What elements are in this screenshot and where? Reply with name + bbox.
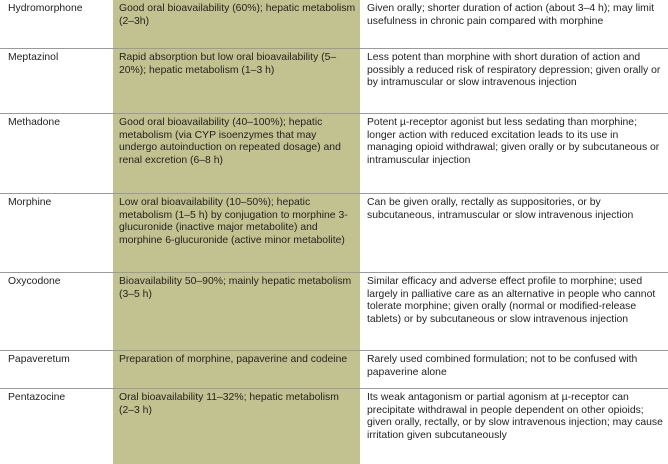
drug-name: Hydromorphone — [0, 0, 113, 49]
pharmacokinetics-cell: Low oral bioavailability (10–50%); hepatic metabolism (1–5 h) by conjugation to morphine 3-glucuronide (inactive major metabolite) and morphine 6-glucuronide (active minor metabolite) — [113, 194, 360, 273]
pharmacokinetics-cell: Preparation of morphine, papaverine and codeine — [113, 351, 360, 389]
drug-name: Morphine — [0, 194, 113, 273]
effects-cell: Can be given orally, rectally as suppositories, or by subcutaneous, intramuscular or slow intravenous injection — [360, 194, 668, 273]
table-row — [0, 49, 668, 114]
pharmacokinetics-cell: Bioavailability 50–90%; mainly hepatic metabolism (3–5 h) — [113, 273, 360, 351]
effects-cell: Less potent than morphine with short duration of action and possibly a reduced risk of respiratory depression; given orally or by intramuscular or slow intravenous injection — [360, 49, 668, 114]
effects-cell: Given orally; shorter duration of action (about 3–4 h); may limit usefulness in chronic pain compared with morphine — [360, 0, 668, 49]
pharmacokinetics-cell: Rapid absorption but low oral bioavailability (5–20%); hepatic metabolism (1–3 h) — [113, 49, 360, 114]
table-row — [0, 114, 668, 194]
table-row — [0, 351, 668, 389]
table-row — [0, 194, 668, 273]
drug-name: Methadone — [0, 114, 113, 194]
pharmacokinetics-cell: Oral bioavailability 11–32%; hepatic metabolism (2–3 h) — [113, 389, 360, 464]
effects-cell: Its weak antagonism or partial agonism at µ-receptor can precipitate withdrawal in people dependent on other opioids; given orally, rectally, or by slow intravenous injection; may cause irritation given subcutaneously — [360, 389, 668, 464]
pharmacokinetics-cell: Good oral bioavailability (40–100%); hepatic metabolism (via CYP isoenzymes that may undergo autoinduction on repeated dosage) and renal excretion (6–8 h) — [113, 114, 360, 194]
effects-cell: Potent µ-receptor agonist but less sedating than morphine; longer action with reduced excitation leads to its use in managing opioid withdrawal; given orally or by subcutaneous or intramuscular injection — [360, 114, 668, 194]
drug-name: Papaveretum — [0, 351, 113, 389]
pharmacokinetics-cell: Good oral bioavailability (60%); hepatic metabolism (2–3h) — [113, 0, 360, 49]
drug-name: Oxycodone — [0, 273, 113, 351]
effects-cell: Rarely used combined formulation; not to be confused with papaverine alone — [360, 351, 668, 389]
table-row — [0, 0, 668, 49]
effects-cell: Similar efficacy and adverse effect profile to morphine; used largely in palliative care as an alternative in people who cannot tolerate morphine; given orally (normal or modified-release tablets) or by subcutaneous or slow intravenous injection — [360, 273, 668, 351]
drug-name: Pentazocine — [0, 389, 113, 464]
table-row — [0, 273, 668, 351]
drug-name: Meptazinol — [0, 49, 113, 114]
table-row — [0, 389, 668, 464]
